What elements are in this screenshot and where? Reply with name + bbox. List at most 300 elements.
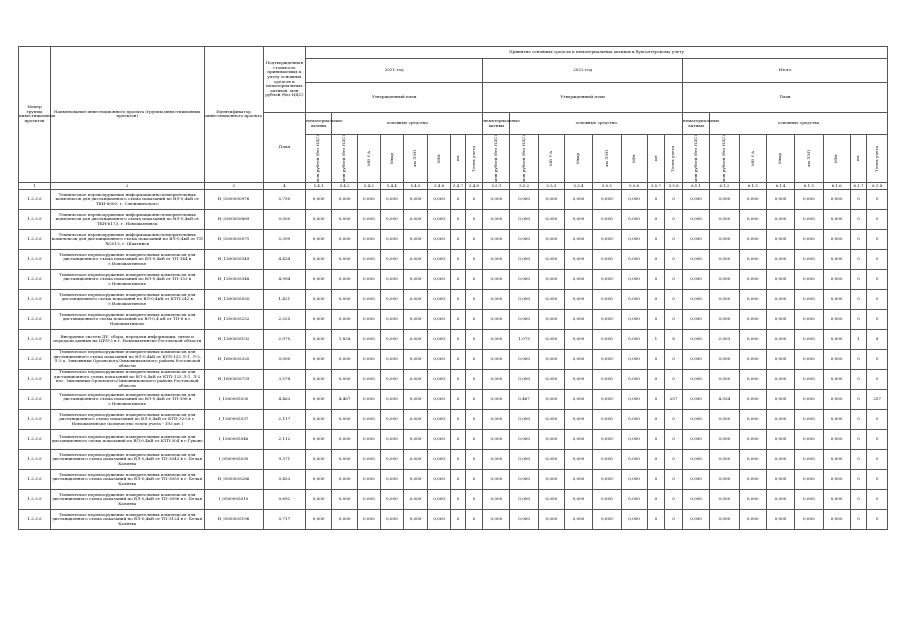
value-2022-cell: 0,000 xyxy=(510,309,538,329)
document-page xyxy=(18,46,888,530)
value-total-cell: 0,000 xyxy=(795,269,823,289)
value-2021-cell: 0,000 xyxy=(427,389,451,409)
confirmed-value-header: Подтвержденная стоимость принимаемых к учету основных средств и нематериальных активов, млн рублей (без НДС) xyxy=(263,47,306,113)
value-2021-cell: 0,000 xyxy=(332,269,358,289)
value-2022-cell: 0 xyxy=(665,249,683,269)
table-row xyxy=(19,469,888,489)
value-2021-cell: 0,000 xyxy=(380,469,404,489)
subcolumn-header xyxy=(823,135,850,183)
value-2022-cell: 0,000 xyxy=(564,249,592,269)
value-2021-cell: 0,000 xyxy=(306,229,332,249)
subcolumn-header xyxy=(647,135,665,183)
value-total-cell: 0,000 xyxy=(739,209,766,229)
value-2021-cell: 0,000 xyxy=(427,449,451,469)
value-2022-cell: 0 xyxy=(647,229,665,249)
value-2021-cell: 0,000 xyxy=(427,249,451,269)
subcolumn-label: млн рублей (без НДС) xyxy=(493,135,499,182)
value-2022-cell: 0,000 xyxy=(510,489,538,509)
value-2021-cell: 0,000 xyxy=(358,369,380,389)
value-total-cell: 0 xyxy=(850,189,867,209)
value-2021-cell: 0,000 xyxy=(358,289,380,309)
column-index-cell: 5.4.1 xyxy=(306,182,332,189)
fixed-assets-2021-header: основные средства xyxy=(332,113,483,135)
value-2022-cell: 0,000 xyxy=(510,429,538,449)
value-total-cell: 0,000 xyxy=(682,489,709,509)
value-total-cell: 0 xyxy=(850,269,867,289)
value-total-cell: 0 xyxy=(867,289,888,309)
value-2021-cell: 0,000 xyxy=(427,369,451,389)
value-total-cell: 0 xyxy=(850,449,867,469)
value-2022-cell: 0,000 xyxy=(483,249,510,269)
value-total-cell: 0 xyxy=(850,429,867,449)
value-total-cell: 0,000 xyxy=(766,469,794,489)
plan-value-cell: 0,453 xyxy=(263,469,306,489)
value-2022-cell: 0 xyxy=(647,389,665,409)
value-2021-cell: 0 xyxy=(451,249,465,269)
value-total-cell: 0,000 xyxy=(823,409,850,429)
value-2022-cell: 0,000 xyxy=(621,329,647,349)
value-2021-cell: 0,000 xyxy=(358,489,380,509)
value-total-cell: 0,000 xyxy=(823,369,850,389)
value-2022-cell: 0,000 xyxy=(483,329,510,349)
value-total-cell: 0,000 xyxy=(739,369,766,389)
value-2022-cell: 0,000 xyxy=(564,209,592,229)
value-2022-cell: 0,000 xyxy=(621,369,647,389)
project-name-cell: Техническое перевооружение измерительных комплексов для дистанционного съема показаний по ВЛ-0,4кВ от ТП-153 в г.Новошахтинске xyxy=(50,269,204,289)
value-2021-cell: 0,000 xyxy=(404,429,428,449)
value-2021-cell: 0,000 xyxy=(358,389,380,409)
value-2021-cell: 0,000 xyxy=(306,349,332,369)
value-2022-cell: 0,000 xyxy=(593,409,621,429)
value-2022-cell: 0,000 xyxy=(564,509,592,529)
value-total-cell: 0,000 xyxy=(682,449,709,469)
value-2022-cell: 0,000 xyxy=(564,229,592,249)
value-2021-cell: 0 xyxy=(465,389,483,409)
value-2022-cell: 0,000 xyxy=(510,409,538,429)
value-2022-cell: 0,000 xyxy=(564,349,592,369)
project-id-cell: H_1600005320 xyxy=(204,349,263,369)
value-2021-cell: 0,000 xyxy=(427,229,451,249)
value-total-cell: 0 xyxy=(850,369,867,389)
table-row xyxy=(19,329,888,349)
value-2021-cell: 0,000 xyxy=(404,209,428,229)
value-2021-cell: 0,000 xyxy=(332,469,358,489)
value-2022-cell: 0,000 xyxy=(564,269,592,289)
subcolumn-label: МВ×А xyxy=(548,150,554,166)
value-2021-cell: 0 xyxy=(465,349,483,369)
value-total-cell: 0,000 xyxy=(710,209,740,229)
value-total-cell: 8 xyxy=(867,329,888,349)
value-total-cell: 0,000 xyxy=(682,309,709,329)
value-2022-cell: 0,000 xyxy=(621,489,647,509)
value-total-cell: 0 xyxy=(850,209,867,229)
value-2021-cell: 0 xyxy=(451,389,465,409)
intangible-2022-header: нематериальные активы xyxy=(483,113,510,135)
value-2022-cell: 0 xyxy=(665,269,683,289)
value-2021-cell: 0,000 xyxy=(404,249,428,269)
value-2021-cell: 0 xyxy=(465,449,483,469)
value-total-cell: 0,000 xyxy=(739,409,766,429)
value-total-cell: 0,000 xyxy=(766,269,794,289)
value-2021-cell: 0,000 xyxy=(427,489,451,509)
value-total-cell: 0,000 xyxy=(739,429,766,449)
project-id-cell: H_0300000976 xyxy=(204,189,263,209)
project-name-cell: Техническое перевооружение измерительных комплексов для дистанционного съема показаний по ВЛ-0,4кВ от КТП-323 в г. Новошахтинске (количество точек учета - 193 шт.) xyxy=(50,409,204,429)
value-2021-cell: 0,000 xyxy=(427,409,451,429)
value-2021-cell: 0,000 xyxy=(404,409,428,429)
value-2022-cell: 0,000 xyxy=(483,289,510,309)
value-total-cell: 0 xyxy=(850,409,867,429)
value-total-cell: 0,000 xyxy=(795,209,823,229)
project-id-cell: H_0500005286 xyxy=(204,469,263,489)
value-2022-cell: 0 xyxy=(647,289,665,309)
value-2022-cell: 0,000 xyxy=(621,309,647,329)
column-index-cell: 5.5.7 xyxy=(647,182,665,189)
column-index-cell: 6.1.5 xyxy=(795,182,823,189)
value-2021-cell: 0 xyxy=(465,489,483,509)
table-row xyxy=(19,309,888,329)
value-2022-cell: 0 xyxy=(665,349,683,369)
value-2021-cell: 0,000 xyxy=(380,369,404,389)
subcolumn-label: млн рублей (без НДС) xyxy=(520,135,526,182)
value-2021-cell: 0 xyxy=(451,509,465,529)
value-total-cell: 0,000 xyxy=(682,209,709,229)
column-index-cell: 5.4.4 xyxy=(380,182,404,189)
value-2022-cell: 0,000 xyxy=(621,509,647,529)
value-2021-cell: 0 xyxy=(451,229,465,249)
value-2022-cell: 0,000 xyxy=(510,509,538,529)
value-2021-cell: 0,000 xyxy=(306,329,332,349)
value-2022-cell: 0 xyxy=(665,469,683,489)
value-total-cell: 0,000 xyxy=(682,349,709,369)
subcolumn-header xyxy=(332,135,358,183)
value-2022-cell: 0,000 xyxy=(510,209,538,229)
value-total-cell: 0,000 xyxy=(739,269,766,289)
value-2021-cell: 0,000 xyxy=(427,269,451,289)
value-2021-cell: 0,000 xyxy=(404,329,428,349)
plan-header: План xyxy=(263,113,306,183)
value-total-cell: 0,000 xyxy=(710,429,740,449)
group-number-cell: 1.2.3.5 xyxy=(19,349,51,369)
value-2021-cell: 0,000 xyxy=(358,309,380,329)
value-2021-cell: 0,000 xyxy=(306,369,332,389)
plan-value-cell: 5,399 xyxy=(263,229,306,249)
value-total-cell: 0,000 xyxy=(766,349,794,369)
value-2021-cell: 0,000 xyxy=(332,489,358,509)
value-total-cell: 0,000 xyxy=(710,449,740,469)
subcolumn-label: Точек учета xyxy=(670,145,676,172)
subcolumn-label: МВт xyxy=(435,153,441,164)
value-2022-cell: 0,000 xyxy=(564,409,592,429)
table-row xyxy=(19,209,888,229)
subcolumn-label: МВ×А xyxy=(749,150,755,166)
value-total-cell: 0,000 xyxy=(823,469,850,489)
value-2022-cell: 0,000 xyxy=(483,389,510,409)
value-2022-cell: 0,000 xyxy=(621,449,647,469)
value-total-cell: 0,000 xyxy=(710,189,740,209)
column-index-cell: 5.4.8 xyxy=(465,182,483,189)
value-total-cell: 0,000 xyxy=(766,249,794,269)
subcolumn-label: км ЛЭП xyxy=(603,150,609,167)
value-total-cell: 0,000 xyxy=(766,409,794,429)
value-total-cell: 0,000 xyxy=(710,349,740,369)
value-total-cell: 0,000 xyxy=(823,209,850,229)
value-2021-cell: 0,000 xyxy=(427,429,451,449)
plan-total-header: План xyxy=(682,83,887,113)
value-2022-cell: 0,000 xyxy=(593,249,621,269)
column-index-cell: 6.1.3 xyxy=(739,182,766,189)
value-2022-cell: 0,000 xyxy=(564,469,592,489)
value-2021-cell: 0,000 xyxy=(404,229,428,249)
value-2022-cell: 0 xyxy=(647,189,665,209)
subcolumn-header xyxy=(766,135,794,183)
project-id-cell: H_0300005869 xyxy=(204,209,263,229)
value-2022-cell: 0,000 xyxy=(564,389,592,409)
value-2021-cell: 0,000 xyxy=(332,429,358,449)
value-2021-cell: 0,000 xyxy=(332,369,358,389)
project-id-cell: I_1300005537 xyxy=(204,409,263,429)
value-2022-cell: 0,000 xyxy=(538,249,564,269)
value-total-cell: 0,000 xyxy=(823,249,850,269)
value-2021-cell: 0 xyxy=(465,469,483,489)
value-total-cell: 0,000 xyxy=(766,429,794,449)
column-index-cell: 6.1.7 xyxy=(850,182,867,189)
value-2021-cell: 0,000 xyxy=(306,269,332,289)
value-2022-cell: 1,075 xyxy=(510,329,538,349)
value-total-cell: 0,000 xyxy=(823,509,850,529)
value-2022-cell: 0 xyxy=(665,189,683,209)
value-total-cell: 0,000 xyxy=(739,309,766,329)
subcolumn-header xyxy=(739,135,766,183)
subcolumn-header xyxy=(710,135,740,183)
value-2022-cell: 0,000 xyxy=(483,509,510,529)
value-2022-cell: 0 xyxy=(665,309,683,329)
value-2022-cell: 0,000 xyxy=(593,469,621,489)
value-2021-cell: 0,000 xyxy=(332,229,358,249)
value-2021-cell: 0 xyxy=(451,209,465,229)
value-2021-cell: 0,000 xyxy=(380,349,404,369)
value-2021-cell: 0,000 xyxy=(332,509,358,529)
value-total-cell: 1 xyxy=(850,329,867,349)
column-index-cell: 6.1.8 xyxy=(867,182,888,189)
value-total-cell: 0,000 xyxy=(766,389,794,409)
plan-value-cell: 0,692 xyxy=(263,489,306,509)
value-2022-cell: 0,000 xyxy=(593,449,621,469)
value-2021-cell: 0 xyxy=(465,309,483,329)
value-2021-cell: 0,000 xyxy=(404,389,428,409)
value-2022-cell: 0,000 xyxy=(510,249,538,269)
group-number-header: Номер группы инвестиционных проектов xyxy=(19,47,51,183)
value-total-cell: 0,000 xyxy=(823,449,850,469)
value-2021-cell: 0,000 xyxy=(306,289,332,309)
plan-value-cell: 2,117 xyxy=(263,409,306,429)
value-2021-cell: 0,000 xyxy=(332,409,358,429)
value-total-cell: 0,000 xyxy=(823,269,850,289)
subcolumn-header xyxy=(404,135,428,183)
subcolumn-label: млн рублей (без НДС) xyxy=(692,135,698,182)
project-name-cell: Техническое перевооружение информационно-измерительных комплексов для дистанционного съема показаний по ВЛ-0,4кВ от ТП №2013, г. Шахтинск xyxy=(50,229,204,249)
value-total-cell: 0,000 xyxy=(823,309,850,329)
column-index-cell: 5.4.5 xyxy=(404,182,428,189)
value-2022-cell: 0,000 xyxy=(621,429,647,449)
plan-value-cell: 1,421 xyxy=(263,289,306,309)
table-body xyxy=(19,189,888,529)
column-index-cell: 5.4.6 xyxy=(427,182,451,189)
value-2021-cell: 0 xyxy=(465,189,483,209)
project-name-cell: Техническое перевооружение измерительных комплексов для дистанционного съема показаний по ВЛ-0,4кВ от ТП-3043 в г. Белая Калитва xyxy=(50,449,204,469)
plan-value-cell: 0,000 xyxy=(263,349,306,369)
approved-plan-2021-header: Утвержденный план xyxy=(306,83,483,113)
subcolumn-label: Точек учета xyxy=(470,145,476,172)
value-2022-cell: 0 xyxy=(665,369,683,389)
value-2022-cell: 0 xyxy=(647,469,665,489)
value-total-cell: 0,000 xyxy=(766,329,794,349)
project-id-header: Идентификатор инвестиционного проекта xyxy=(204,47,263,183)
group-number-cell: 1.2.3.5 xyxy=(19,209,51,229)
project-id-cell: I_1300005546 xyxy=(204,429,263,449)
column-index-row xyxy=(19,182,888,189)
project-name-cell: Техническое перевооружение информационно-измерительных комплексов для дистанционного съема показаний по ВЛ-0,4кВ от ТКН-6173, г. Новошахтинск xyxy=(50,209,204,229)
value-2022-cell: 0,000 xyxy=(538,269,564,289)
value-total-cell: 0,000 xyxy=(739,249,766,269)
project-name-cell: Техническое перевооружение измерительных комплексов для дистанционного съема показаний по ВЛ-0,4кВ от КТП-304 в г.Гуково xyxy=(50,429,204,449)
value-total-cell: 0 xyxy=(867,209,888,229)
subcolumn-header xyxy=(451,135,465,183)
value-total-cell: 0 xyxy=(850,469,867,489)
value-2022-cell: 0,000 xyxy=(564,189,592,209)
value-2022-cell: 0,000 xyxy=(564,429,592,449)
plan-value-cell: 0,000 xyxy=(263,209,306,229)
subcolumn-label: Мвар xyxy=(575,152,581,165)
value-2021-cell: 0,000 xyxy=(358,449,380,469)
intangible-2021-header: нематериальные активы xyxy=(306,113,332,135)
column-index-cell: 5.5.5 xyxy=(593,182,621,189)
value-total-cell: 0,000 xyxy=(795,469,823,489)
value-total-cell: 0 xyxy=(850,229,867,249)
value-total-cell: 0,000 xyxy=(795,489,823,509)
value-2021-cell: 0,000 xyxy=(332,449,358,469)
value-2022-cell: 0,000 xyxy=(538,449,564,469)
value-total-cell: 0 xyxy=(867,489,888,509)
value-2022-cell: 0,000 xyxy=(593,189,621,209)
value-total-cell: 0,000 xyxy=(739,509,766,529)
value-2021-cell: 0,000 xyxy=(358,349,380,369)
value-2022-cell: 0 xyxy=(647,409,665,429)
value-2022-cell: 0,467 xyxy=(510,389,538,409)
value-2021-cell: 0,000 xyxy=(380,329,404,349)
value-total-cell: 0 xyxy=(867,509,888,529)
value-total-cell: 0,000 xyxy=(795,409,823,429)
value-2022-cell: 0,000 xyxy=(510,189,538,209)
subcolumn-label: МВт xyxy=(833,153,839,164)
value-2021-cell: 0,000 xyxy=(427,469,451,489)
value-2022-cell: 0 xyxy=(665,409,683,429)
value-2022-cell: 0 xyxy=(665,489,683,509)
plan-value-cell: 4,463 xyxy=(263,389,306,409)
value-total-cell: 0,000 xyxy=(682,269,709,289)
value-2022-cell: 0,000 xyxy=(510,349,538,369)
subcolumn-label: МВт xyxy=(630,153,636,164)
value-2022-cell: 0,000 xyxy=(510,289,538,309)
value-total-cell: 0,000 xyxy=(739,449,766,469)
project-name-cell: Техническое перевооружение измерительных комплексов для дистанционного съема показаний по ВЛ-0,4 кВ от ТП-8 в г. Новошахтинске xyxy=(50,309,204,329)
table-row xyxy=(19,489,888,509)
group-number-cell: 1.2.3.5 xyxy=(19,269,51,289)
value-2022-cell: 0,000 xyxy=(621,409,647,429)
project-name-cell: Техническое перевооружение измерительных комплексов для дистанционного съема показаний по ВЛ-0,4кВ от ТП-396 в г.Новошахтинске xyxy=(50,389,204,409)
value-2021-cell: 0,000 xyxy=(380,269,404,289)
column-index-cell: 5.5.3 xyxy=(538,182,564,189)
value-2021-cell: 0,000 xyxy=(380,209,404,229)
value-total-cell: 0,000 xyxy=(823,489,850,509)
project-id-cell: H_0500005196 xyxy=(204,509,263,529)
fixed-assets-2022-header: основные средства xyxy=(510,113,682,135)
column-index-cell: 1 xyxy=(19,182,51,189)
value-2022-cell: 0 xyxy=(647,489,665,509)
value-2021-cell: 0,000 xyxy=(358,229,380,249)
value-total-cell: 0,000 xyxy=(682,509,709,529)
value-2022-cell: 0,000 xyxy=(483,429,510,449)
value-2022-cell: 0 xyxy=(647,449,665,469)
value-2022-cell: 1 xyxy=(647,329,665,349)
table-row xyxy=(19,289,888,309)
value-total-cell: 0,000 xyxy=(682,329,709,349)
value-2021-cell: 0,000 xyxy=(358,469,380,489)
plan-value-cell: 4,994 xyxy=(263,269,306,289)
value-2022-cell: 0,000 xyxy=(483,229,510,249)
project-name-cell: Техническое перевооружение измерительных комплексов для дистанционного съема показаний по ВЛ-0,4кВ от ТП-3055 в г. Белая Калитва xyxy=(50,469,204,489)
project-id-cell: I_1300005530 xyxy=(204,389,263,409)
value-total-cell: 0 xyxy=(850,509,867,529)
value-2021-cell: 0 xyxy=(451,309,465,329)
value-2021-cell: 0 xyxy=(451,269,465,289)
value-2022-cell: 0,000 xyxy=(483,309,510,329)
value-2022-cell: 0 xyxy=(665,209,683,229)
value-total-cell: 0,000 xyxy=(739,289,766,309)
value-2022-cell: 0,000 xyxy=(564,309,592,329)
value-2022-cell: 0,000 xyxy=(593,269,621,289)
subcolumn-header xyxy=(682,135,709,183)
value-total-cell: 0,000 xyxy=(766,449,794,469)
column-index-cell: 5.4.2 xyxy=(332,182,358,189)
value-2021-cell: 0 xyxy=(465,269,483,289)
value-total-cell: 0,000 xyxy=(766,309,794,329)
value-total-cell: 0 xyxy=(867,189,888,209)
value-total-cell: 0,000 xyxy=(766,509,794,529)
project-name-cell: Техническое перевооружение измерительных комплексов для дистанционного съема показаний по ВЛ-0,4кВ от КТП-125 Л-1, Л-2 пос. Зимовники Орловского/Зимовниковского района Ростовской области xyxy=(50,369,204,389)
value-2022-cell: 0,000 xyxy=(564,369,592,389)
table-row xyxy=(19,429,888,449)
subcolumn-label: км ЛЭП xyxy=(805,150,811,167)
column-index-cell: 5.5.4 xyxy=(564,182,592,189)
table-row xyxy=(19,189,888,209)
subcolumn-label: млн рублей (без НДС) xyxy=(721,135,727,182)
subcolumn-header xyxy=(564,135,592,183)
value-2021-cell: 0 xyxy=(465,429,483,449)
project-name-cell: Техническое перевооружение измерительных комплексов для дистанционного съема показаний по ВЛ-0,4кВ от КТП-132 Л-1, Л-2, Л-3 х. Зимовники Орловского/Зимовниковского района Ростовской области xyxy=(50,349,204,369)
group-number-cell: 1.2.3.5 xyxy=(19,329,51,349)
value-total-cell: 0 xyxy=(850,489,867,509)
value-2021-cell: 0,000 xyxy=(332,209,358,229)
group-number-cell: 1.2.3.5 xyxy=(19,309,51,329)
group-number-cell: 1.2.3.5 xyxy=(19,189,51,209)
value-total-cell: 0 xyxy=(867,349,888,369)
value-2021-cell: 1,828 xyxy=(332,329,358,349)
value-total-cell: 0,000 xyxy=(823,429,850,449)
value-total-cell: 0 xyxy=(867,409,888,429)
value-2022-cell: 0,000 xyxy=(621,249,647,269)
value-2021-cell: 0,000 xyxy=(380,409,404,429)
